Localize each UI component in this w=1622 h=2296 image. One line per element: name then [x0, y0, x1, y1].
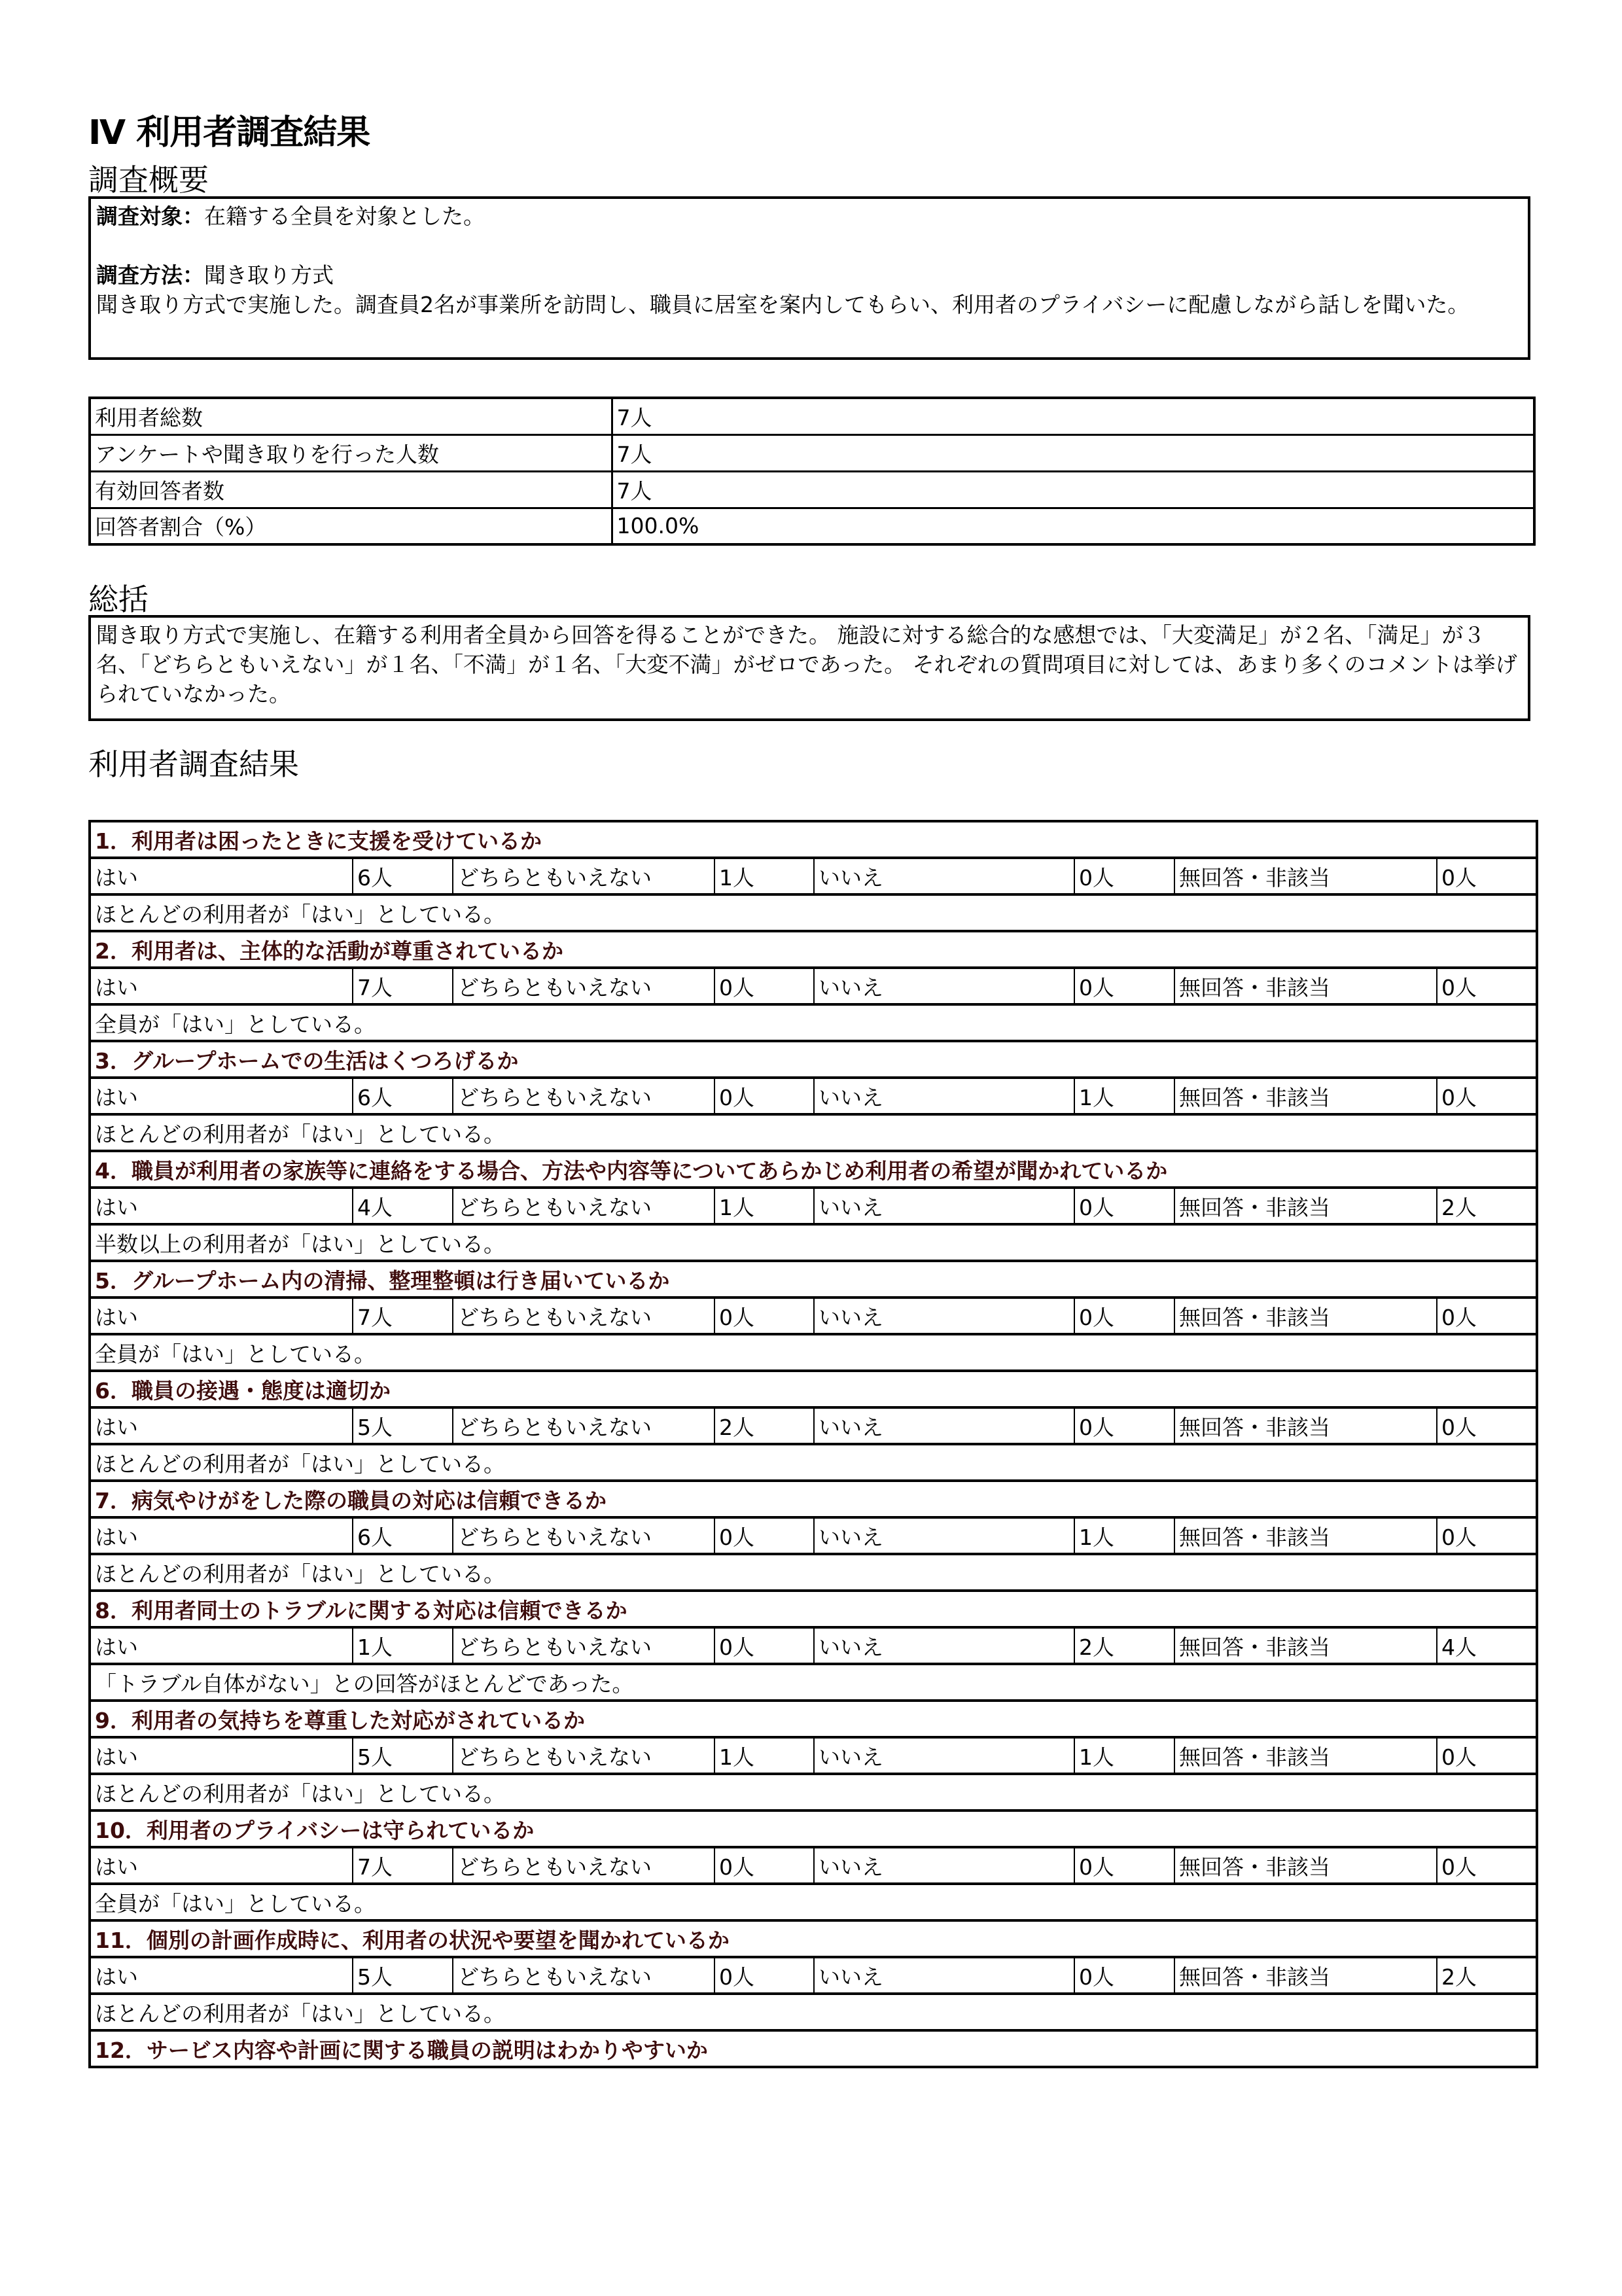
answer-label-na: 無回答・非該当 — [1174, 1847, 1437, 1884]
answer-count-na: 2人 — [1437, 1188, 1537, 1224]
question-title: 3．グループホームでの生活はくつろげるか — [90, 1041, 1537, 1078]
comment-row — [90, 1224, 1537, 1261]
answer-row — [90, 1078, 1537, 1114]
answer-row — [90, 1298, 1537, 1334]
answer-count-neutral: 0人 — [714, 1078, 814, 1114]
answer-label-na: 無回答・非該当 — [1174, 858, 1437, 894]
summary-heading: 総括 — [88, 582, 149, 617]
answer-count-na: 0人 — [1437, 1847, 1537, 1884]
overview-heading: 調査概要 — [88, 162, 209, 198]
comment-row — [90, 1114, 1537, 1151]
answer-label-yes: はい — [90, 1517, 353, 1554]
answer-label-yes: はい — [90, 1627, 353, 1664]
summary-box — [88, 615, 1530, 721]
question-title-row — [90, 1151, 1537, 1188]
answer-label-na: 無回答・非該当 — [1174, 1737, 1437, 1774]
answer-label-neutral: どちらともいえない — [453, 1078, 714, 1114]
answer-count-neutral: 0人 — [714, 1627, 814, 1664]
answer-count-neutral: 0人 — [714, 968, 814, 1004]
question-title-row — [90, 1371, 1537, 1407]
answer-count-na: 0人 — [1437, 1517, 1537, 1554]
question-title: 2．利用者は、主体的な活動が尊重されているか — [90, 931, 1537, 968]
answer-label-neutral: どちらともいえない — [453, 858, 714, 894]
answer-row — [90, 1627, 1537, 1664]
question-title: 6．職員の接遇・態度は適切か — [90, 1371, 1537, 1407]
question-title: 4．職員が利用者の家族等に連絡をする場合、方法や内容等についてあらかじめ利用者の希望が聞かれているか — [90, 1151, 1537, 1188]
answer-count-no: 0人 — [1074, 1407, 1174, 1444]
question-title: 8．利用者同士のトラブルに関する対応は信頼できるか — [90, 1591, 1537, 1627]
answer-count-no: 1人 — [1074, 1737, 1174, 1774]
question-comment: 「トラブル自体がない」との回答がほとんどであった。 — [90, 1664, 1537, 1701]
answer-label-na: 無回答・非該当 — [1174, 968, 1437, 1004]
answer-count-no: 0人 — [1074, 1957, 1174, 1994]
answer-label-neutral: どちらともいえない — [453, 968, 714, 1004]
answer-label-no: いいえ — [814, 1407, 1074, 1444]
answer-label-no: いいえ — [814, 858, 1074, 894]
answer-count-na: 4人 — [1437, 1627, 1537, 1664]
question-title-row — [90, 1041, 1537, 1078]
comment-row — [90, 1334, 1537, 1371]
question-title: 1．利用者は困ったときに支援を受けているか — [90, 821, 1537, 858]
survey-method-text: 聞き取り方式 — [204, 262, 334, 288]
answer-count-neutral: 1人 — [714, 1188, 814, 1224]
survey-method — [96, 260, 1523, 290]
answer-label-no: いいえ — [814, 1627, 1074, 1664]
survey-method-detail: 聞き取り方式で実施した。調査員2名が事業所を訪問し、職員に居室を案内してもらい、利用者のプライバシーに配慮しながら話しを聞いた。 — [96, 292, 1470, 317]
stats-value: 7人 — [612, 471, 1534, 508]
question-title-row — [90, 1591, 1537, 1627]
question-comment: 全員が「はい」としている。 — [90, 1334, 1537, 1371]
answer-label-neutral: どちらともいえない — [453, 1847, 714, 1884]
question-comment: ほとんどの利用者が「はい」としている。 — [90, 1114, 1537, 1151]
answer-label-neutral: どちらともいえない — [453, 1627, 714, 1664]
stats-table — [88, 397, 1536, 546]
answer-count-no: 0人 — [1074, 858, 1174, 894]
answer-count-yes: 6人 — [353, 1078, 453, 1114]
comment-row — [90, 1774, 1537, 1810]
stats-label: 有効回答者数 — [90, 471, 612, 508]
stats-label: 回答者割合（%） — [90, 508, 612, 544]
question-title: 9．利用者の気持ちを尊重した対応がされているか — [90, 1701, 1537, 1737]
answer-count-na: 0人 — [1437, 968, 1537, 1004]
answer-label-yes: はい — [90, 1847, 353, 1884]
answer-count-neutral: 1人 — [714, 1737, 814, 1774]
comment-row — [90, 1664, 1537, 1701]
comment-row — [90, 1554, 1537, 1591]
survey-method-label: 調査方法： — [96, 262, 204, 288]
stats-value: 7人 — [612, 434, 1534, 471]
stats-row — [90, 398, 1534, 434]
answer-label-no: いいえ — [814, 1737, 1074, 1774]
answer-label-neutral: どちらともいえない — [453, 1298, 714, 1334]
answer-count-no: 0人 — [1074, 1298, 1174, 1334]
page-title: Ⅳ 利用者調査結果 — [88, 113, 370, 152]
answer-count-yes: 6人 — [353, 858, 453, 894]
question-title-row — [90, 931, 1537, 968]
stats-row — [90, 508, 1534, 544]
comment-row — [90, 1004, 1537, 1041]
answer-count-yes: 7人 — [353, 1298, 453, 1334]
answer-label-neutral: どちらともいえない — [453, 1407, 714, 1444]
stats-label: アンケートや聞き取りを行った人数 — [90, 434, 612, 471]
question-title: 11．個別の計画作成時に、利用者の状況や要望を聞かれているか — [90, 1920, 1537, 1957]
answer-count-no: 0人 — [1074, 1847, 1174, 1884]
answer-count-neutral: 0人 — [714, 1957, 814, 1994]
comment-row — [90, 894, 1537, 931]
answer-label-yes: はい — [90, 1188, 353, 1224]
answer-label-no: いいえ — [814, 1298, 1074, 1334]
answer-label-neutral: どちらともいえない — [453, 1737, 714, 1774]
question-comment: ほとんどの利用者が「はい」としている。 — [90, 1444, 1537, 1481]
answer-row — [90, 1407, 1537, 1444]
answer-row — [90, 1517, 1537, 1554]
answer-count-neutral: 1人 — [714, 858, 814, 894]
question-comment: 全員が「はい」としている。 — [90, 1004, 1537, 1041]
stats-row — [90, 434, 1534, 471]
comment-row — [90, 1884, 1537, 1920]
stats-label: 利用者総数 — [90, 398, 612, 434]
answer-label-yes: はい — [90, 1078, 353, 1114]
answer-count-no: 0人 — [1074, 1188, 1174, 1224]
question-title: 7．病気やけがをした際の職員の対応は信頼できるか — [90, 1481, 1537, 1517]
answer-label-neutral: どちらともいえない — [453, 1957, 714, 1994]
question-title-row — [90, 1810, 1537, 1847]
answer-count-na: 0人 — [1437, 858, 1537, 894]
answer-label-no: いいえ — [814, 1957, 1074, 1994]
answer-label-na: 無回答・非該当 — [1174, 1957, 1437, 1994]
answer-label-na: 無回答・非該当 — [1174, 1517, 1437, 1554]
answer-label-na: 無回答・非該当 — [1174, 1407, 1437, 1444]
stats-row — [90, 471, 1534, 508]
answer-label-na: 無回答・非該当 — [1174, 1188, 1437, 1224]
answer-label-yes: はい — [90, 1298, 353, 1334]
answer-row — [90, 1957, 1537, 1994]
answer-row — [90, 968, 1537, 1004]
answer-label-neutral: どちらともいえない — [453, 1517, 714, 1554]
overview-box — [88, 196, 1530, 360]
answer-count-neutral: 2人 — [714, 1407, 814, 1444]
answer-count-yes: 1人 — [353, 1627, 453, 1664]
answer-count-na: 2人 — [1437, 1957, 1537, 1994]
question-title-row — [90, 1920, 1537, 1957]
answer-count-yes: 5人 — [353, 1737, 453, 1774]
survey-target-text: 在籍する全員を対象とした。 — [204, 203, 485, 229]
question-title-row — [90, 1701, 1537, 1737]
question-title-row — [90, 1481, 1537, 1517]
stats-value: 7人 — [612, 398, 1534, 434]
answer-row — [90, 1847, 1537, 1884]
question-title: 10．利用者のプライバシーは守られているか — [90, 1810, 1537, 1847]
answer-label-yes: はい — [90, 968, 353, 1004]
answer-count-na: 0人 — [1437, 1298, 1537, 1334]
stats-value: 100.0% — [612, 508, 1534, 544]
question-comment: 全員が「はい」としている。 — [90, 1884, 1537, 1920]
comment-row — [90, 1994, 1537, 2030]
answer-label-no: いいえ — [814, 1188, 1074, 1224]
survey-target — [96, 202, 1523, 231]
answer-count-no: 1人 — [1074, 1078, 1174, 1114]
results-table — [88, 820, 1538, 2068]
question-comment: ほとんどの利用者が「はい」としている。 — [90, 1554, 1537, 1591]
question-title-row — [90, 1261, 1537, 1298]
answer-count-neutral: 0人 — [714, 1847, 814, 1884]
answer-count-yes: 7人 — [353, 968, 453, 1004]
question-title: 12．サービス内容や計画に関する職員の説明はわかりやすいか — [90, 2030, 1537, 2067]
answer-row — [90, 858, 1537, 894]
answer-row — [90, 1188, 1537, 1224]
answer-count-neutral: 0人 — [714, 1298, 814, 1334]
answer-count-yes: 4人 — [353, 1188, 453, 1224]
comment-row — [90, 1444, 1537, 1481]
answer-label-na: 無回答・非該当 — [1174, 1078, 1437, 1114]
results-heading: 利用者調査結果 — [88, 747, 299, 782]
answer-count-na: 0人 — [1437, 1407, 1537, 1444]
answer-count-neutral: 0人 — [714, 1517, 814, 1554]
answer-label-no: いいえ — [814, 1847, 1074, 1884]
answer-label-yes: はい — [90, 1737, 353, 1774]
answer-label-yes: はい — [90, 1957, 353, 1994]
answer-label-neutral: どちらともいえない — [453, 1188, 714, 1224]
answer-count-yes: 5人 — [353, 1407, 453, 1444]
answer-count-no: 2人 — [1074, 1627, 1174, 1664]
answer-count-na: 0人 — [1437, 1737, 1537, 1774]
question-title-row — [90, 821, 1537, 858]
answer-count-no: 0人 — [1074, 968, 1174, 1004]
answer-row — [90, 1737, 1537, 1774]
answer-label-no: いいえ — [814, 968, 1074, 1004]
question-comment: ほとんどの利用者が「はい」としている。 — [90, 1774, 1537, 1810]
question-comment: 半数以上の利用者が「はい」としている。 — [90, 1224, 1537, 1261]
answer-label-yes: はい — [90, 1407, 353, 1444]
answer-count-no: 1人 — [1074, 1517, 1174, 1554]
answer-label-no: いいえ — [814, 1517, 1074, 1554]
answer-label-yes: はい — [90, 858, 353, 894]
answer-count-yes: 5人 — [353, 1957, 453, 1994]
answer-label-na: 無回答・非該当 — [1174, 1627, 1437, 1664]
answer-count-yes: 6人 — [353, 1517, 453, 1554]
question-comment: ほとんどの利用者が「はい」としている。 — [90, 1994, 1537, 2030]
answer-label-no: いいえ — [814, 1078, 1074, 1114]
summary-text: 聞き取り方式で実施し、在籍する利用者全員から回答を得ることができた。 施設に対する総合的な感想では、「大変満足」が２名、「満足」が３名、「どちらともいえない」が１名、「不満」が１名、「大変不満」がゼロであった。 それぞれの質問項目に対しては、あまり多くのコメントは挙げられていなかった。 — [96, 622, 1517, 707]
answer-label-na: 無回答・非該当 — [1174, 1298, 1437, 1334]
question-title-row — [90, 2030, 1537, 2067]
answer-count-na: 0人 — [1437, 1078, 1537, 1114]
answer-count-yes: 7人 — [353, 1847, 453, 1884]
question-comment: ほとんどの利用者が「はい」としている。 — [90, 894, 1537, 931]
survey-target-label: 調査対象： — [96, 203, 204, 229]
question-title: 5．グループホーム内の清掃、整理整頓は行き届いているか — [90, 1261, 1537, 1298]
